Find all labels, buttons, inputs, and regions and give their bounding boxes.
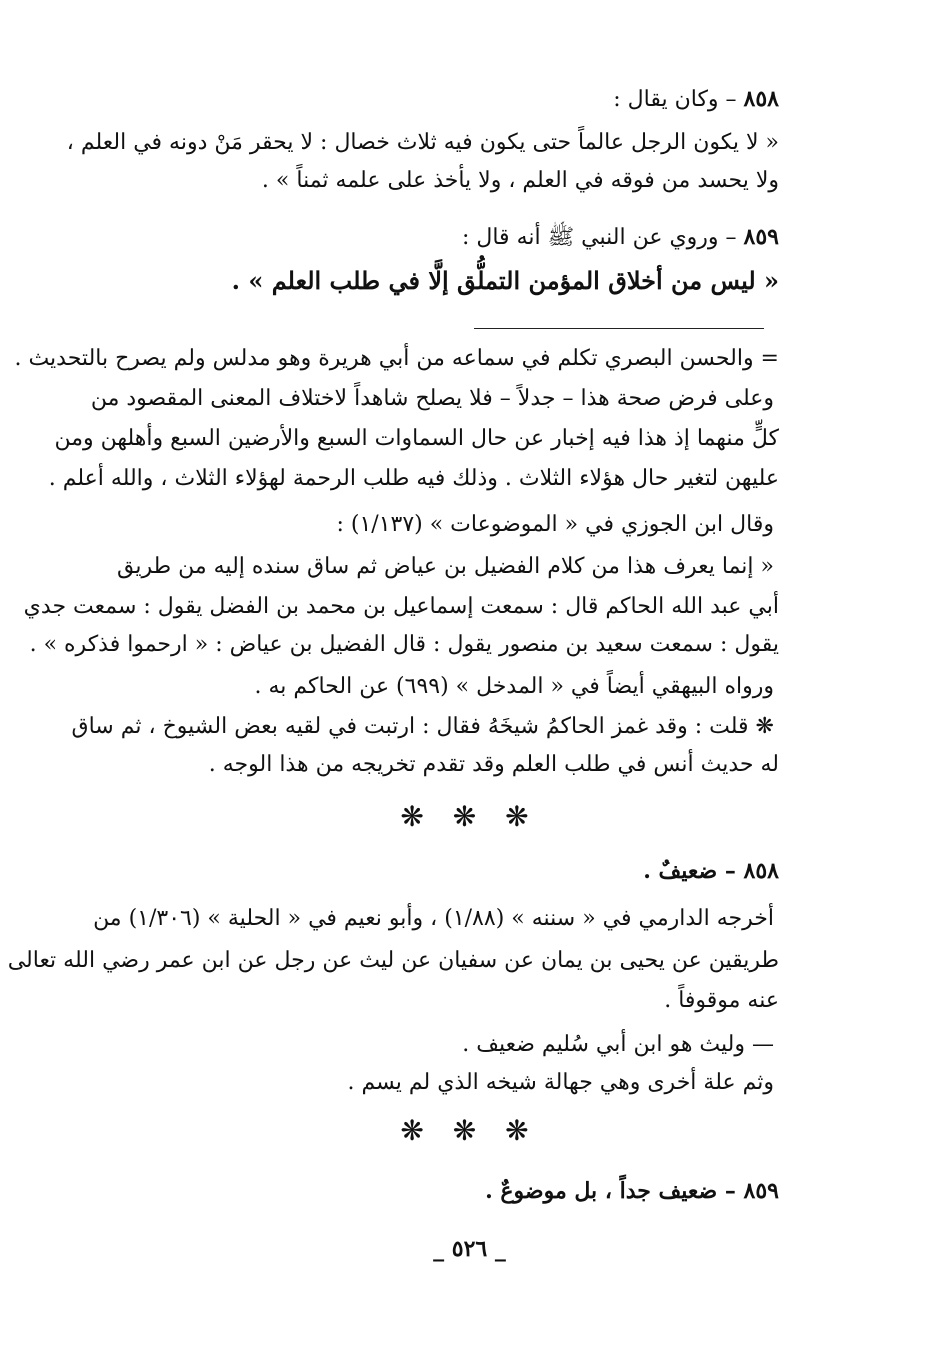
entry-858-intro: – وكان يقال : bbox=[613, 87, 737, 112]
footnote-line-8: يقول : سمعت سعيد بن منصور يقول : قال الفضيل بن عياض : « ارحموا فذكره » . bbox=[29, 632, 779, 657]
takhrij-858-line-2: طريقين عن يحيى بن يمان عن سفيان عن ليث عن رجل عن ابن عمر رضي الله تعالى bbox=[7, 948, 779, 973]
footnote-line-5: وقال ابن الجوزي في « الموضوعات » (١/١٣٧) : bbox=[336, 512, 774, 537]
footnote-line-9: ورواه البيهقي أيضاً في « المدخل » (٦٩٩) عن الحاكم به . bbox=[254, 674, 774, 699]
footnote-line-2: وعلى فرض صحة هذا – جدلاً – فلا يصلح شاهداً لاختلاف المعنى المقصود من bbox=[90, 386, 774, 411]
entry-859-number: ٨٥٩ bbox=[743, 224, 779, 250]
entry-859-quote: « ليس من أخلاق المؤمن التملُّق إلَّا في طلب العلم » . bbox=[231, 266, 779, 295]
footnote-line-1: = والحسن البصري تكلم في سماعه من أبي هريرة وهو مدلس ولم يصرح بالتحديث . bbox=[14, 346, 779, 371]
takhrij-858-line-5: وثم علة أخرى وهي جهالة شيخه الذي لم يسم . bbox=[347, 1070, 774, 1095]
footnote-separator bbox=[474, 328, 764, 329]
entry-858-line bbox=[76, 84, 779, 115]
section-divider-stars: ❋ ❋ ❋ bbox=[400, 800, 539, 833]
takhrij-858-line-4: — وليث هو ابن أبي سُليم ضعيف . bbox=[462, 1032, 774, 1057]
entry-859-line bbox=[76, 222, 779, 253]
footnote-line-4: عليهن لتغير حال هؤلاء الثلاث . وذلك فيه طلب الرحمة لهؤلاء الثلاث ، والله أعلم . bbox=[48, 466, 779, 491]
takhrij-858-heading: ٨٥٨ – ضعيفٌ . bbox=[643, 858, 779, 884]
footnote-line-7: أبي عبد الله الحاكم قال : سمعت إسماعيل بن محمد بن الفضل يقول : سمعت جدي bbox=[23, 594, 779, 619]
page-number: _ ٥٢٦ _ bbox=[433, 1236, 506, 1262]
footnote-line-10: ❋ قلت : وقد غمز الحاكمُ شيخَهُ فقال : ارتبت في لقيه بعض الشيوخ ، ثم ساق bbox=[71, 714, 774, 739]
entry-858-quote-line-1: « لا يكون الرجل عالماً حتى يكون فيه ثلاث خصال : لا يحقر مَنْ دونه في العلم ، bbox=[66, 130, 779, 155]
takhrij-858-line-3: عنه موقوفاً . bbox=[664, 988, 779, 1013]
entry-859-intro: – وروي عن النبي ﷺ أنه قال : bbox=[461, 225, 737, 250]
footnote-line-11: له حديث أنس في طلب العلم وقد تقدم تخريجه من هذا الوجه . bbox=[208, 752, 779, 777]
footnote-line-6: « إنما يعرف هذا من كلام الفضيل بن عياض ثم ساق سنده إليه من طريق bbox=[117, 554, 774, 579]
entry-858-number: ٨٥٨ bbox=[743, 86, 779, 112]
section-divider-stars-2: ❋ ❋ ❋ bbox=[400, 1114, 539, 1147]
takhrij-858-line-1: أخرجه الدارمي في « سننه » (١/٨٨) ، وأبو نعيم في « الحلية » (١/٣٠٦) من bbox=[93, 906, 774, 931]
footnote-line-3: كلٍّ منهما إذ هذا فيه إخبار عن حال السماوات السبع والأرضين السبع وأهلهن ومن bbox=[54, 426, 779, 451]
entry-858-quote-line-2: ولا يحسد من فوقه في العلم ، ولا يأخذ على علمه ثمناً » . bbox=[261, 168, 779, 193]
takhrij-859-heading: ٨٥٩ – ضعيف جداً ، بل موضوعٌ . bbox=[485, 1178, 779, 1204]
